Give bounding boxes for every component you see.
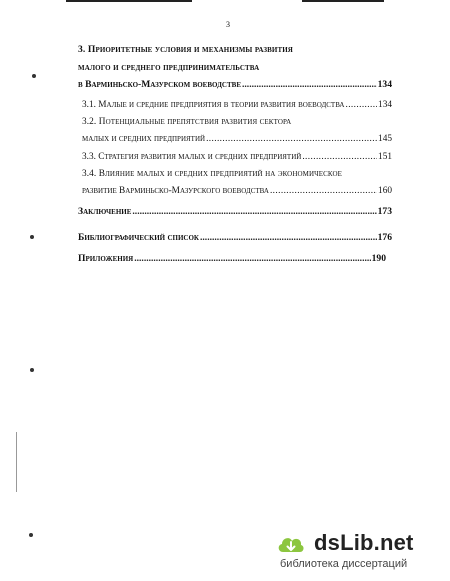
scan-edge-line bbox=[16, 432, 17, 492]
toc-conclusion-page: 173 bbox=[377, 206, 392, 217]
toc-entry-3-4-title: развитие Варминьско-Мазурского воеводства bbox=[82, 186, 269, 196]
scan-dot bbox=[30, 235, 34, 239]
watermark bbox=[276, 530, 444, 574]
toc-leader-dots bbox=[344, 99, 377, 111]
toc-entry-3-2-page: 145 bbox=[378, 134, 392, 144]
toc-conclusion-title: Заключение bbox=[78, 206, 132, 217]
toc-leader-dots bbox=[133, 253, 370, 265]
toc-entry-3-2 bbox=[82, 133, 392, 145]
toc-leader-dots bbox=[301, 151, 377, 163]
watermark-brand: dsLib.net bbox=[314, 530, 414, 555]
toc-entry-3-3 bbox=[82, 151, 392, 163]
toc-section3-line1: 3. Приоритетные условия и механизмы развития bbox=[78, 44, 293, 55]
toc-leader-dots bbox=[241, 79, 377, 91]
toc-conclusion bbox=[78, 206, 392, 218]
toc-entry-3-2-title: малых и средних предприятий bbox=[82, 134, 206, 144]
toc-entry-3-1-title: 3.1. Малые и средние предприятия в теории развития воеводства bbox=[82, 100, 345, 110]
toc-leader-dots bbox=[199, 232, 377, 244]
scan-dot bbox=[29, 533, 33, 537]
cloud-arrow-icon bbox=[276, 532, 306, 558]
toc-leader-dots bbox=[131, 206, 376, 218]
toc-section3-line3 bbox=[78, 79, 392, 91]
toc-bibliography-title: Библиографический список bbox=[78, 232, 199, 243]
top-scan-rule-left bbox=[66, 0, 192, 2]
toc-section3-title: в Варминьско-Мазурском воеводстве bbox=[78, 79, 241, 90]
toc-bibliography bbox=[78, 232, 392, 244]
scan-dot bbox=[30, 368, 34, 372]
toc-entry-3-4 bbox=[82, 185, 392, 197]
toc-entry-3-3-title: 3.3. Стратегия развития малых и средних предприятий bbox=[82, 152, 302, 162]
toc-bibliography-page: 176 bbox=[377, 232, 392, 243]
top-scan-rule-right bbox=[302, 0, 384, 2]
toc-entry-3-1 bbox=[82, 99, 392, 111]
toc-appendix-page: 190 bbox=[371, 253, 386, 264]
toc-leader-dots bbox=[269, 185, 377, 197]
toc-entry-3-1-page: 134 bbox=[378, 100, 392, 110]
toc-entry-3-4-page: 160 bbox=[378, 186, 392, 196]
toc-entry-3-3-page: 151 bbox=[378, 152, 392, 162]
toc-section3-page: 134 bbox=[377, 79, 392, 90]
toc-leader-dots bbox=[205, 133, 377, 145]
scan-dot bbox=[32, 74, 36, 78]
page-number: 3 bbox=[226, 20, 230, 29]
toc-section3-line2: малого и среднего предпринимательства bbox=[78, 62, 260, 73]
toc-appendix-title: Приложения bbox=[78, 253, 134, 264]
watermark-tagline: библиотека диссертаций bbox=[280, 558, 408, 570]
toc-entry-3-4-line1: 3.4. Влияние малых и средних предприятий на экономическое bbox=[82, 169, 343, 179]
toc-entry-3-2-line1: 3.2. Потенциальные препятствия развития сектора bbox=[82, 117, 292, 127]
toc-appendix bbox=[78, 253, 386, 265]
